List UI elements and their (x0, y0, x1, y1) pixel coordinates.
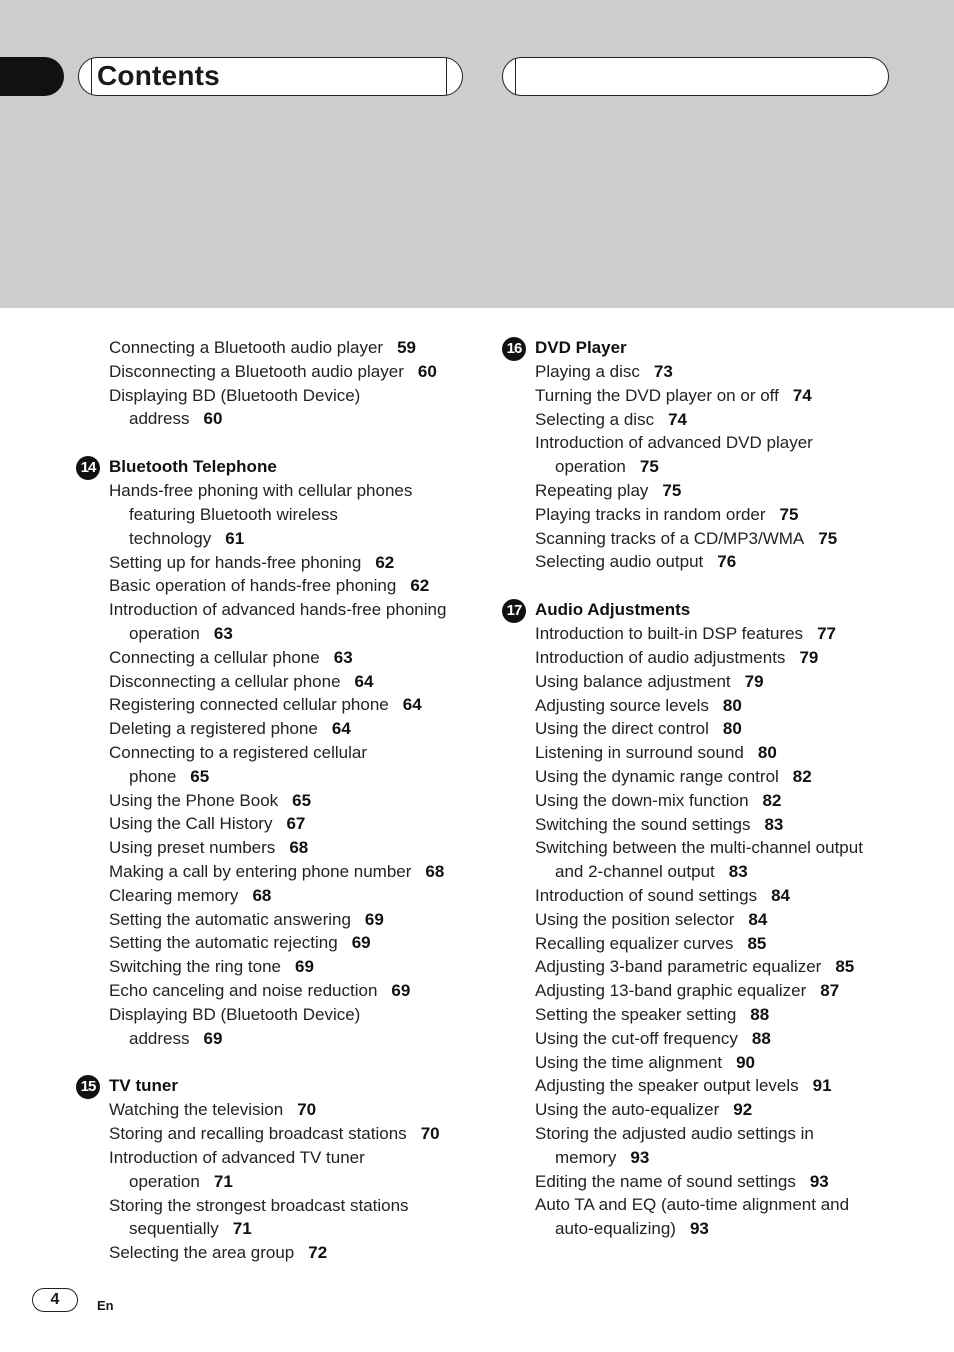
section-heading[interactable] (76, 1074, 476, 1098)
toc-entry-title: Using balance adjustment (535, 671, 731, 691)
toc-entry-title: Setting the speaker setting (535, 1004, 737, 1024)
section-number-badge: 17 (502, 599, 526, 623)
toc-entry-title: Disconnecting a Bluetooth audio player (109, 361, 404, 381)
toc-page-number: 70 (420, 1124, 440, 1144)
toc-entry[interactable] (76, 908, 476, 932)
toc-entry-title: Connecting to a registered cellular (109, 742, 367, 762)
toc-entry-title: Introduction of audio adjustments (535, 647, 786, 667)
toc-entry-title: Recalling equalizer curves (535, 933, 734, 953)
section-title: Bluetooth Telephone (109, 457, 277, 477)
toc-page-number: 77 (817, 624, 836, 644)
toc-entry-title: memory (555, 1147, 617, 1167)
toc-entry-title: Auto TA and EQ (auto-time alignment and (535, 1195, 850, 1215)
section-number-badge: 14 (76, 456, 100, 480)
toc-entry-title: Repeating play (535, 480, 649, 500)
toc-entry-title: Switching the sound settings (535, 814, 751, 834)
toc-page-number: 63 (333, 647, 353, 667)
toc-entry-title: Registering connected cellular phone (109, 695, 389, 715)
toc-entry[interactable] (76, 646, 476, 670)
toc-entry[interactable] (502, 932, 902, 956)
section-spacer (76, 431, 476, 455)
toc-entry-title: Watching the television (109, 1100, 284, 1120)
toc-entry[interactable] (76, 1027, 476, 1051)
toc-entry[interactable] (76, 1146, 476, 1170)
toc-entry-title: Using preset numbers (109, 838, 276, 858)
toc-entry-title: Setting the automatic answering (109, 909, 351, 929)
toc-entry[interactable] (502, 479, 902, 503)
toc-entry-title: sequentially (129, 1219, 219, 1239)
toc-entry-title: Deleting a registered phone (109, 719, 318, 739)
toc-entry[interactable] (76, 336, 476, 360)
toc-page-number: 69 (351, 933, 371, 953)
toc-entry[interactable] (502, 1027, 902, 1051)
toc-page-number: 79 (744, 671, 764, 691)
header-blank-frame (502, 57, 889, 96)
toc-entry-title: Using the position selector (535, 909, 735, 929)
toc-entry-title: Using the dynamic range control (535, 766, 779, 786)
toc-entry[interactable] (76, 955, 476, 979)
toc-page-number: 74 (668, 409, 687, 429)
toc-page-number: 93 (630, 1147, 650, 1167)
toc-entry-title: Using the cut-off frequency (535, 1028, 738, 1048)
section-heading[interactable] (76, 455, 476, 479)
toc-entry[interactable] (502, 955, 902, 979)
toc-page-number: 83 (728, 862, 748, 882)
toc-entry-title: Disconnecting a cellular phone (109, 671, 341, 691)
toc-page-number: 92 (733, 1100, 753, 1120)
toc-entry[interactable] (502, 860, 902, 884)
toc-entry[interactable] (502, 1170, 902, 1194)
toc-entry-title: Switching the ring tone (109, 957, 281, 977)
toc-page-number: 59 (397, 338, 417, 357)
toc-entry[interactable] (502, 550, 902, 574)
toc-entry-title: operation (129, 623, 200, 643)
toc-entry[interactable] (502, 1217, 902, 1241)
toc-entry[interactable] (76, 741, 476, 765)
toc-page-number: 75 (639, 457, 659, 477)
toc-page-number: 60 (203, 409, 223, 429)
section-title: Audio Adjustments (535, 600, 691, 620)
toc-entry-title: Introduction of advanced hands-free phoning (109, 600, 447, 620)
toc-entry-title: Playing tracks in random order (535, 504, 766, 524)
toc-entry-title: featuring Bluetooth wireless (129, 504, 338, 524)
toc-page-number: 69 (391, 980, 411, 1000)
section-number-badge: 15 (76, 1075, 100, 1099)
toc-entry-title: Using the Phone Book (109, 790, 279, 810)
toc-entry[interactable] (502, 1098, 902, 1122)
toc-entry-title: Setting up for hands-free phoning (109, 552, 362, 572)
toc-page-number: 73 (653, 362, 673, 381)
toc-entry[interactable] (76, 1194, 476, 1218)
toc-entry[interactable] (76, 1098, 476, 1122)
toc-entry[interactable] (502, 813, 902, 837)
toc-page-number: 69 (203, 1028, 223, 1048)
toc-page-number: 71 (232, 1219, 252, 1239)
toc-entry-title: Setting the automatic rejecting (109, 933, 338, 953)
toc-entry[interactable] (502, 979, 902, 1003)
toc-entry-title: Switching between the multi-channel output (535, 838, 863, 858)
toc-entry-title: Turning the DVD player on or off (535, 385, 779, 405)
toc-entry[interactable] (76, 1170, 476, 1194)
toc-page-number: 68 (252, 885, 272, 905)
toc-entry[interactable] (502, 455, 902, 479)
section-title: TV tuner (109, 1076, 178, 1096)
toc-entry[interactable] (76, 360, 476, 384)
toc-entry-title: Making a call by entering phone number (109, 861, 412, 881)
toc-entry[interactable] (502, 503, 902, 527)
toc-entry-title: Playing a disc (535, 362, 640, 381)
toc-entry[interactable] (502, 431, 902, 455)
toc-page-number: 64 (331, 719, 351, 739)
toc-entry-title: Using the auto-equalizer (535, 1100, 720, 1120)
toc-entry[interactable] (76, 789, 476, 813)
toc-entry-title: Adjusting the speaker output levels (535, 1076, 799, 1096)
toc-page-number: 83 (764, 814, 784, 834)
toc-entry[interactable] (502, 622, 902, 646)
toc-page-number: 62 (410, 576, 430, 596)
toc-page-number: 68 (289, 838, 309, 858)
toc-entry-title: Adjusting 3-band parametric equalizer (535, 957, 822, 977)
toc-entry[interactable] (76, 765, 476, 789)
toc-entry-title: Hands-free phoning with cellular phones (109, 481, 413, 501)
toc-page-number: 60 (417, 361, 437, 381)
toc-entry-title: Displaying BD (Bluetooth Device) (109, 385, 361, 405)
toc-page-number: 75 (662, 480, 682, 500)
toc-entry[interactable] (76, 622, 476, 646)
toc-entry-title: Using the direct control (535, 719, 709, 739)
toc-entry-title: Displaying BD (Bluetooth Device) (109, 1004, 361, 1024)
toc-entry-title: address (129, 1028, 190, 1048)
toc-page-number: 82 (762, 790, 782, 810)
toc-entry-title: auto-equalizing) (555, 1219, 676, 1239)
toc-entry-title: Connecting a cellular phone (109, 647, 320, 667)
toc-page-number: 67 (286, 814, 306, 834)
toc-page-number: 64 (354, 671, 374, 691)
toc-entry-title: Storing the adjusted audio settings in (535, 1123, 814, 1143)
toc-entry-title: operation (129, 1171, 200, 1191)
toc-entry[interactable] (502, 670, 902, 694)
toc-page-number: 80 (722, 695, 742, 715)
toc-entry-title: Clearing memory (109, 885, 239, 905)
toc-entry-title: Selecting audio output (535, 552, 704, 572)
toc-page-number: 62 (375, 552, 395, 572)
toc-entry[interactable] (76, 979, 476, 1003)
toc-page-number: 74 (792, 385, 812, 405)
toc-entry-title: Selecting the area group (109, 1243, 295, 1263)
toc-entry[interactable] (502, 717, 902, 741)
toc-page-number: 87 (820, 981, 840, 1001)
toc-entry-title: Adjusting 13-band graphic equalizer (535, 981, 807, 1001)
toc-page-number: 93 (809, 1171, 829, 1191)
toc-entry-title: Basic operation of hands-free phoning (109, 576, 397, 596)
toc-entry[interactable] (502, 1193, 902, 1217)
toc-page-number: 63 (213, 623, 233, 643)
toc-page-number: 69 (364, 909, 384, 929)
toc-entry[interactable] (502, 1146, 902, 1170)
header-tab-marker (0, 57, 64, 96)
toc-entry[interactable] (502, 360, 902, 384)
toc-entry[interactable] (76, 812, 476, 836)
toc-page-number: 64 (402, 695, 422, 715)
toc-page-number: 68 (425, 861, 445, 881)
toc-page-number: 91 (812, 1076, 832, 1096)
toc-page-number: 76 (717, 552, 737, 572)
page-title: Contents (97, 60, 220, 91)
toc-entry[interactable] (502, 765, 902, 789)
toc-entry[interactable] (502, 694, 902, 718)
toc-right-column (502, 336, 902, 1241)
toc-entry[interactable] (502, 408, 902, 432)
toc-page-number: 84 (771, 885, 791, 905)
toc-left-column (76, 336, 476, 1265)
toc-entry[interactable] (76, 574, 476, 598)
toc-entry-title: Introduction to built-in DSP features (535, 624, 804, 644)
toc-entry-title: Selecting a disc (535, 409, 655, 429)
toc-entry-title: Introduction of advanced DVD player (535, 433, 813, 453)
toc-entry[interactable] (502, 884, 902, 908)
toc-entry-title: Introduction of sound settings (535, 885, 758, 905)
toc-entry[interactable] (76, 384, 476, 408)
toc-page-number: 65 (292, 790, 312, 810)
toc-page-number: 90 (736, 1052, 756, 1072)
toc-page-number: 72 (308, 1243, 328, 1263)
toc-entry[interactable] (502, 741, 902, 765)
toc-entry[interactable] (76, 503, 476, 527)
toc-entry[interactable] (502, 1003, 902, 1027)
toc-entry[interactable] (502, 527, 902, 551)
section-title: DVD Player (535, 338, 627, 357)
toc-entry[interactable] (76, 693, 476, 717)
toc-entry[interactable] (76, 670, 476, 694)
toc-entry[interactable] (76, 598, 476, 622)
section-heading[interactable] (502, 336, 902, 360)
toc-entry-title: phone (129, 766, 177, 786)
section-spacer (76, 1050, 476, 1074)
toc-page-number: 61 (225, 528, 245, 548)
section-spacer (502, 574, 902, 598)
toc-entry[interactable] (76, 551, 476, 575)
header-band (0, 0, 954, 308)
toc-entry[interactable] (76, 931, 476, 955)
toc-entry-title: Introduction of advanced TV tuner (109, 1147, 365, 1167)
toc-entry-title: Using the down-mix function (535, 790, 749, 810)
toc-entry-title: Storing and recalling broadcast stations (109, 1124, 407, 1144)
toc-entry-title: address (129, 409, 190, 429)
toc-entry-title: Echo canceling and noise reduction (109, 980, 378, 1000)
toc-entry[interactable] (76, 1122, 476, 1146)
toc-entry[interactable] (502, 1074, 902, 1098)
toc-entry-title: Using the time alignment (535, 1052, 723, 1072)
toc-entry[interactable] (76, 479, 476, 503)
toc-page-number: 80 (722, 719, 742, 739)
toc-page-number: 88 (751, 1028, 771, 1048)
toc-entry[interactable] (76, 836, 476, 860)
toc-entry-title: technology (129, 528, 212, 548)
toc-page-number: 71 (213, 1171, 233, 1191)
toc-entry-title: Editing the name of sound settings (535, 1171, 796, 1191)
toc-entry-title: Listening in surround sound (535, 743, 744, 763)
toc-entry-title: Adjusting source levels (535, 695, 709, 715)
toc-entry-title: and 2-channel output (555, 862, 715, 882)
toc-page-number: 75 (818, 528, 838, 548)
toc-page-number: 79 (799, 647, 819, 667)
toc-page-number: 84 (748, 909, 768, 929)
toc-entry[interactable] (502, 1122, 902, 1146)
toc-page-number: 80 (757, 743, 777, 763)
toc-page-number: 85 (835, 957, 855, 977)
toc-entry[interactable] (502, 646, 902, 670)
toc-page-number: 88 (750, 1004, 770, 1024)
toc-page-number: 85 (747, 933, 767, 953)
toc-entry[interactable] (76, 1217, 476, 1241)
toc-entry[interactable] (76, 527, 476, 551)
toc-page-number: 93 (689, 1219, 709, 1239)
toc-entry[interactable] (502, 789, 902, 813)
toc-entry[interactable] (502, 908, 902, 932)
toc-page-number: 65 (190, 766, 210, 786)
toc-page-number: 69 (295, 957, 314, 977)
toc-page-number: 70 (297, 1100, 317, 1120)
toc-entry-title: operation (555, 457, 626, 477)
page-number: 4 (32, 1288, 78, 1312)
toc-entry[interactable] (76, 407, 476, 431)
toc-entry-title: Scanning tracks of a CD/MP3/WMA (535, 528, 805, 548)
toc-page-number: 82 (792, 766, 812, 786)
toc-page-number: 75 (779, 504, 799, 524)
toc-entry-title: Connecting a Bluetooth audio player (109, 338, 384, 357)
section-heading[interactable] (502, 598, 902, 622)
language-label: En (97, 1298, 114, 1313)
toc-entry[interactable] (76, 1241, 476, 1265)
toc-entry[interactable] (502, 1051, 902, 1075)
toc-entry[interactable] (76, 884, 476, 908)
toc-entry-title: Using the Call History (109, 814, 273, 834)
toc-entry[interactable] (76, 860, 476, 884)
toc-entry[interactable] (76, 1003, 476, 1027)
toc-entry[interactable] (502, 836, 902, 860)
toc-entry[interactable] (502, 384, 902, 408)
toc-entry-title: Storing the strongest broadcast stations (109, 1195, 409, 1215)
toc-entry[interactable] (76, 717, 476, 741)
section-number-badge: 16 (502, 337, 526, 361)
